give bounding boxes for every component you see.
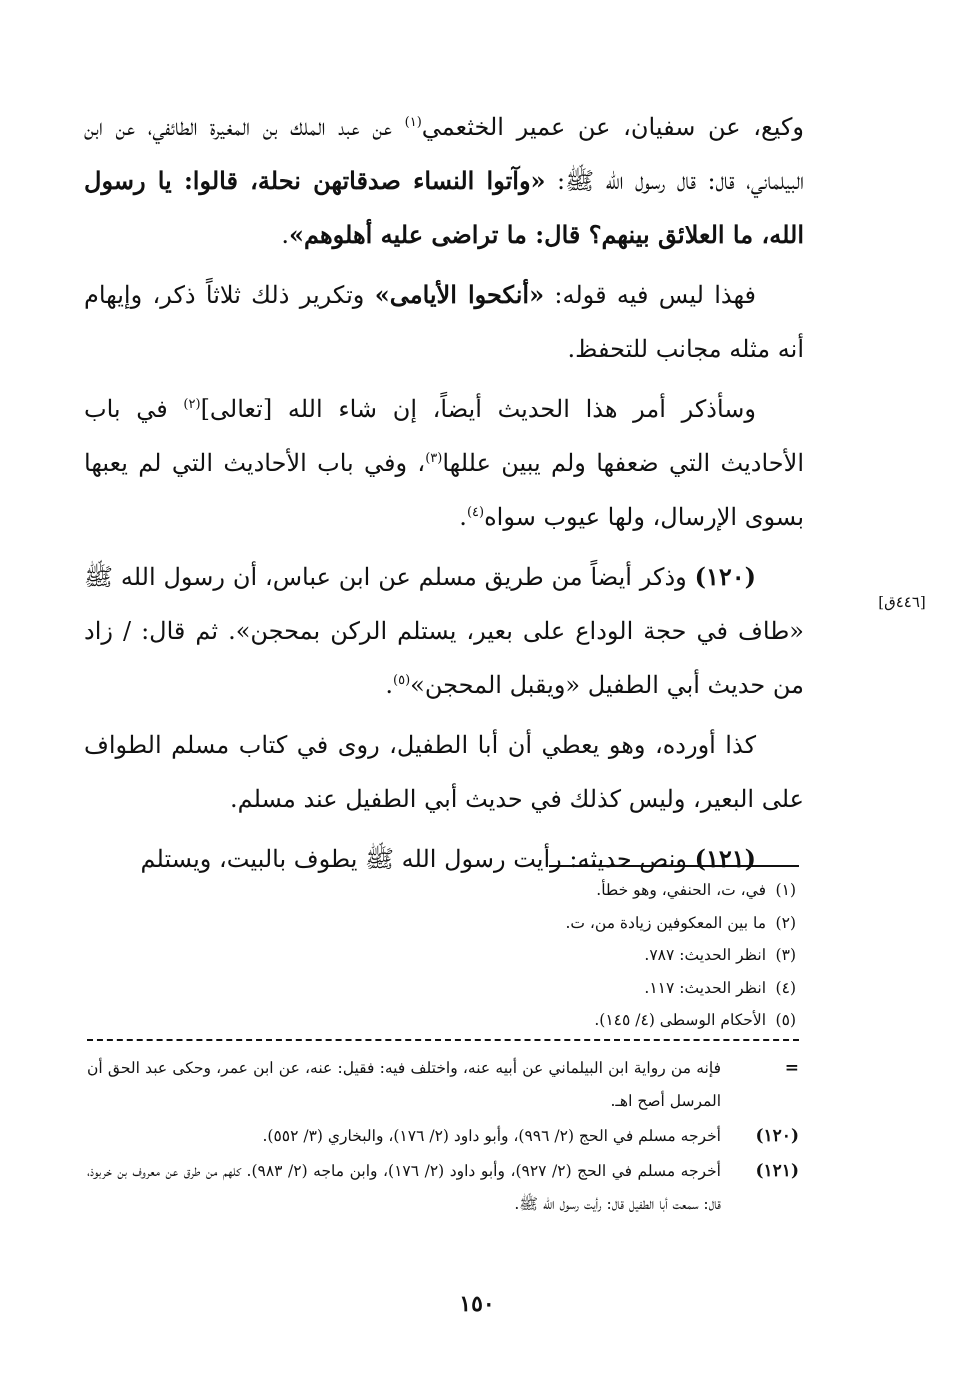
continuation-marker: = <box>784 1058 799 1078</box>
paragraph-2-part-a: فهذا ليس فيه قوله: <box>544 281 756 309</box>
footnotes <box>196 874 796 1037</box>
paragraph-1-part-b: عن عبد الملك بن المغيرة الطائفي، عن ابن البيلماني، قال: قال رسول الله ﷺ: <box>84 113 804 195</box>
footnote-text: في، ت، الحنفي، وهو خطأ. <box>596 881 766 899</box>
paragraph-2-part-c: وتكرير ذلك ثلاثاً ذكر، وإيهام أنه مثله مجانب للتحفظ. <box>84 281 804 363</box>
footnote-number: (٢) <box>775 913 796 932</box>
commentary-text: أخرجه مسلم في الحج (٢/ ٩٢٧)، وأبو داود (٢/ ١٧٦)، وابن ماجه (٢/ ٩٨٣). كلهم من طرق عن معروف بن خربوذ، قال: سمعت أبا الطفيل قال: رأيت رسول الله ﷺ. <box>87 1162 721 1213</box>
main-text <box>84 100 804 892</box>
footnote-item <box>196 939 796 972</box>
hadith-quote: «وآتوا النساء صدقاتهن نحلة، قالوا: يا رسول الله، ما العلائق بينهم؟ قال: ما تراضى عليه أهلوهم» <box>84 166 804 249</box>
commentary-item <box>87 1052 799 1118</box>
footnote-item <box>196 907 796 940</box>
paragraph-4 <box>84 550 804 712</box>
footnote-ref-3[interactable]: (٣) <box>425 451 443 466</box>
paragraph-3-part-c: ، وفي باب الأحاديث التي لم يعبها بسوى الإرسال، ولها عيوب سواه <box>84 449 804 531</box>
paragraph-3 <box>84 382 804 544</box>
commentary-text: أخرجه مسلم في الحج (٢/ ٩٩٦)، وأبو داود (٢/ ١٧٦)، والبخاري (٣/ ٥٥٢). <box>262 1127 721 1145</box>
paragraph-5: كذا أورده، وهو يعطي أن أبا الطفيل، روى في كتاب مسلم الطواف على البعير، وليس كذلك في حديث أبي الطفيل عند مسلم. <box>84 731 804 813</box>
editor-commentary <box>87 1052 799 1223</box>
footnote-text: انظر الحديث: ٧٨٧. <box>644 946 766 964</box>
footnote-divider <box>549 865 799 867</box>
page-number: ١٥٠ <box>459 1291 495 1317</box>
commentary-item <box>87 1155 799 1221</box>
commentary-text: فإنه من رواية ابن البيلماني عن أبيه عنه، واختلف فيه: فقيل: عنه، عن ابن عمر، وحكى عبد الحق أن المرسل أصح اهـ. <box>87 1059 721 1110</box>
footnote-number: (٣) <box>775 946 796 964</box>
footnote-text: الأحكام الوسطى (٤/ ١٤٥). <box>594 1011 766 1029</box>
footnote-number: (١) <box>775 881 796 899</box>
commentary-item <box>87 1120 799 1153</box>
footnote-item <box>196 1004 796 1037</box>
paragraph-1 <box>84 100 804 262</box>
footnote-ref-2[interactable]: (٢) <box>183 397 201 412</box>
paragraph-1-part-a: وكيع، عن سفيان، عن عمير الخثعمي <box>421 113 804 141</box>
footnote-ref-5[interactable]: (٥) <box>393 673 411 688</box>
footnote-ref-4[interactable]: (٤) <box>466 505 485 520</box>
commentary-number: (١٢١) <box>755 1161 799 1181</box>
paragraph-3-part-d: . <box>459 503 467 531</box>
footnote-text: ما بين المعكوفين زيادة من، ت. <box>565 913 766 932</box>
footnote-number: (٥) <box>775 1011 796 1029</box>
footnote-ref-1[interactable]: (١) <box>404 115 422 130</box>
hadith-number-120: (١٢٠) <box>694 562 756 591</box>
paragraph-6-part-a: ونص حديثه: رأيت رسول الله ﷺ يطوف بالبيت، ويستلم <box>140 845 695 873</box>
quote-ankihu: «أنكحوا الأيامى» <box>374 280 545 309</box>
paragraph-4-part-a: وذكر أيضاً من طريق مسلم عن ابن عباس، أن رسول الله ﷺ «طاف في حجة الوداع على بعير، يستلم الركن بمحجن». ثم قال: / زاد من حديث أبي الطفيل «ويقبل المحجن» <box>84 563 804 699</box>
manuscript-folio-marker: [٤٤٦ق] <box>878 593 926 611</box>
footnote-number: (٤) <box>775 978 796 997</box>
commentary-divider <box>87 1039 799 1041</box>
footnote-item <box>196 972 796 1005</box>
hadith-number-121: (١٢١) <box>694 844 756 873</box>
commentary-number: (١٢٠) <box>755 1126 799 1146</box>
paragraph-3-part-b: في باب الأحاديث التي ضعفها ولم يبين عللها <box>84 395 804 477</box>
paragraph-1-part-d: . <box>281 221 290 249</box>
footnote-item <box>196 874 796 907</box>
paragraph-2 <box>84 268 804 376</box>
footnote-text: انظر الحديث: ١١٧. <box>644 978 766 997</box>
paragraph-3-part-a: وسأذكر أمر هذا الحديث أيضاً، إن شاء الله [تعالى] <box>200 395 756 423</box>
paragraph-4-part-b: . <box>385 671 394 699</box>
